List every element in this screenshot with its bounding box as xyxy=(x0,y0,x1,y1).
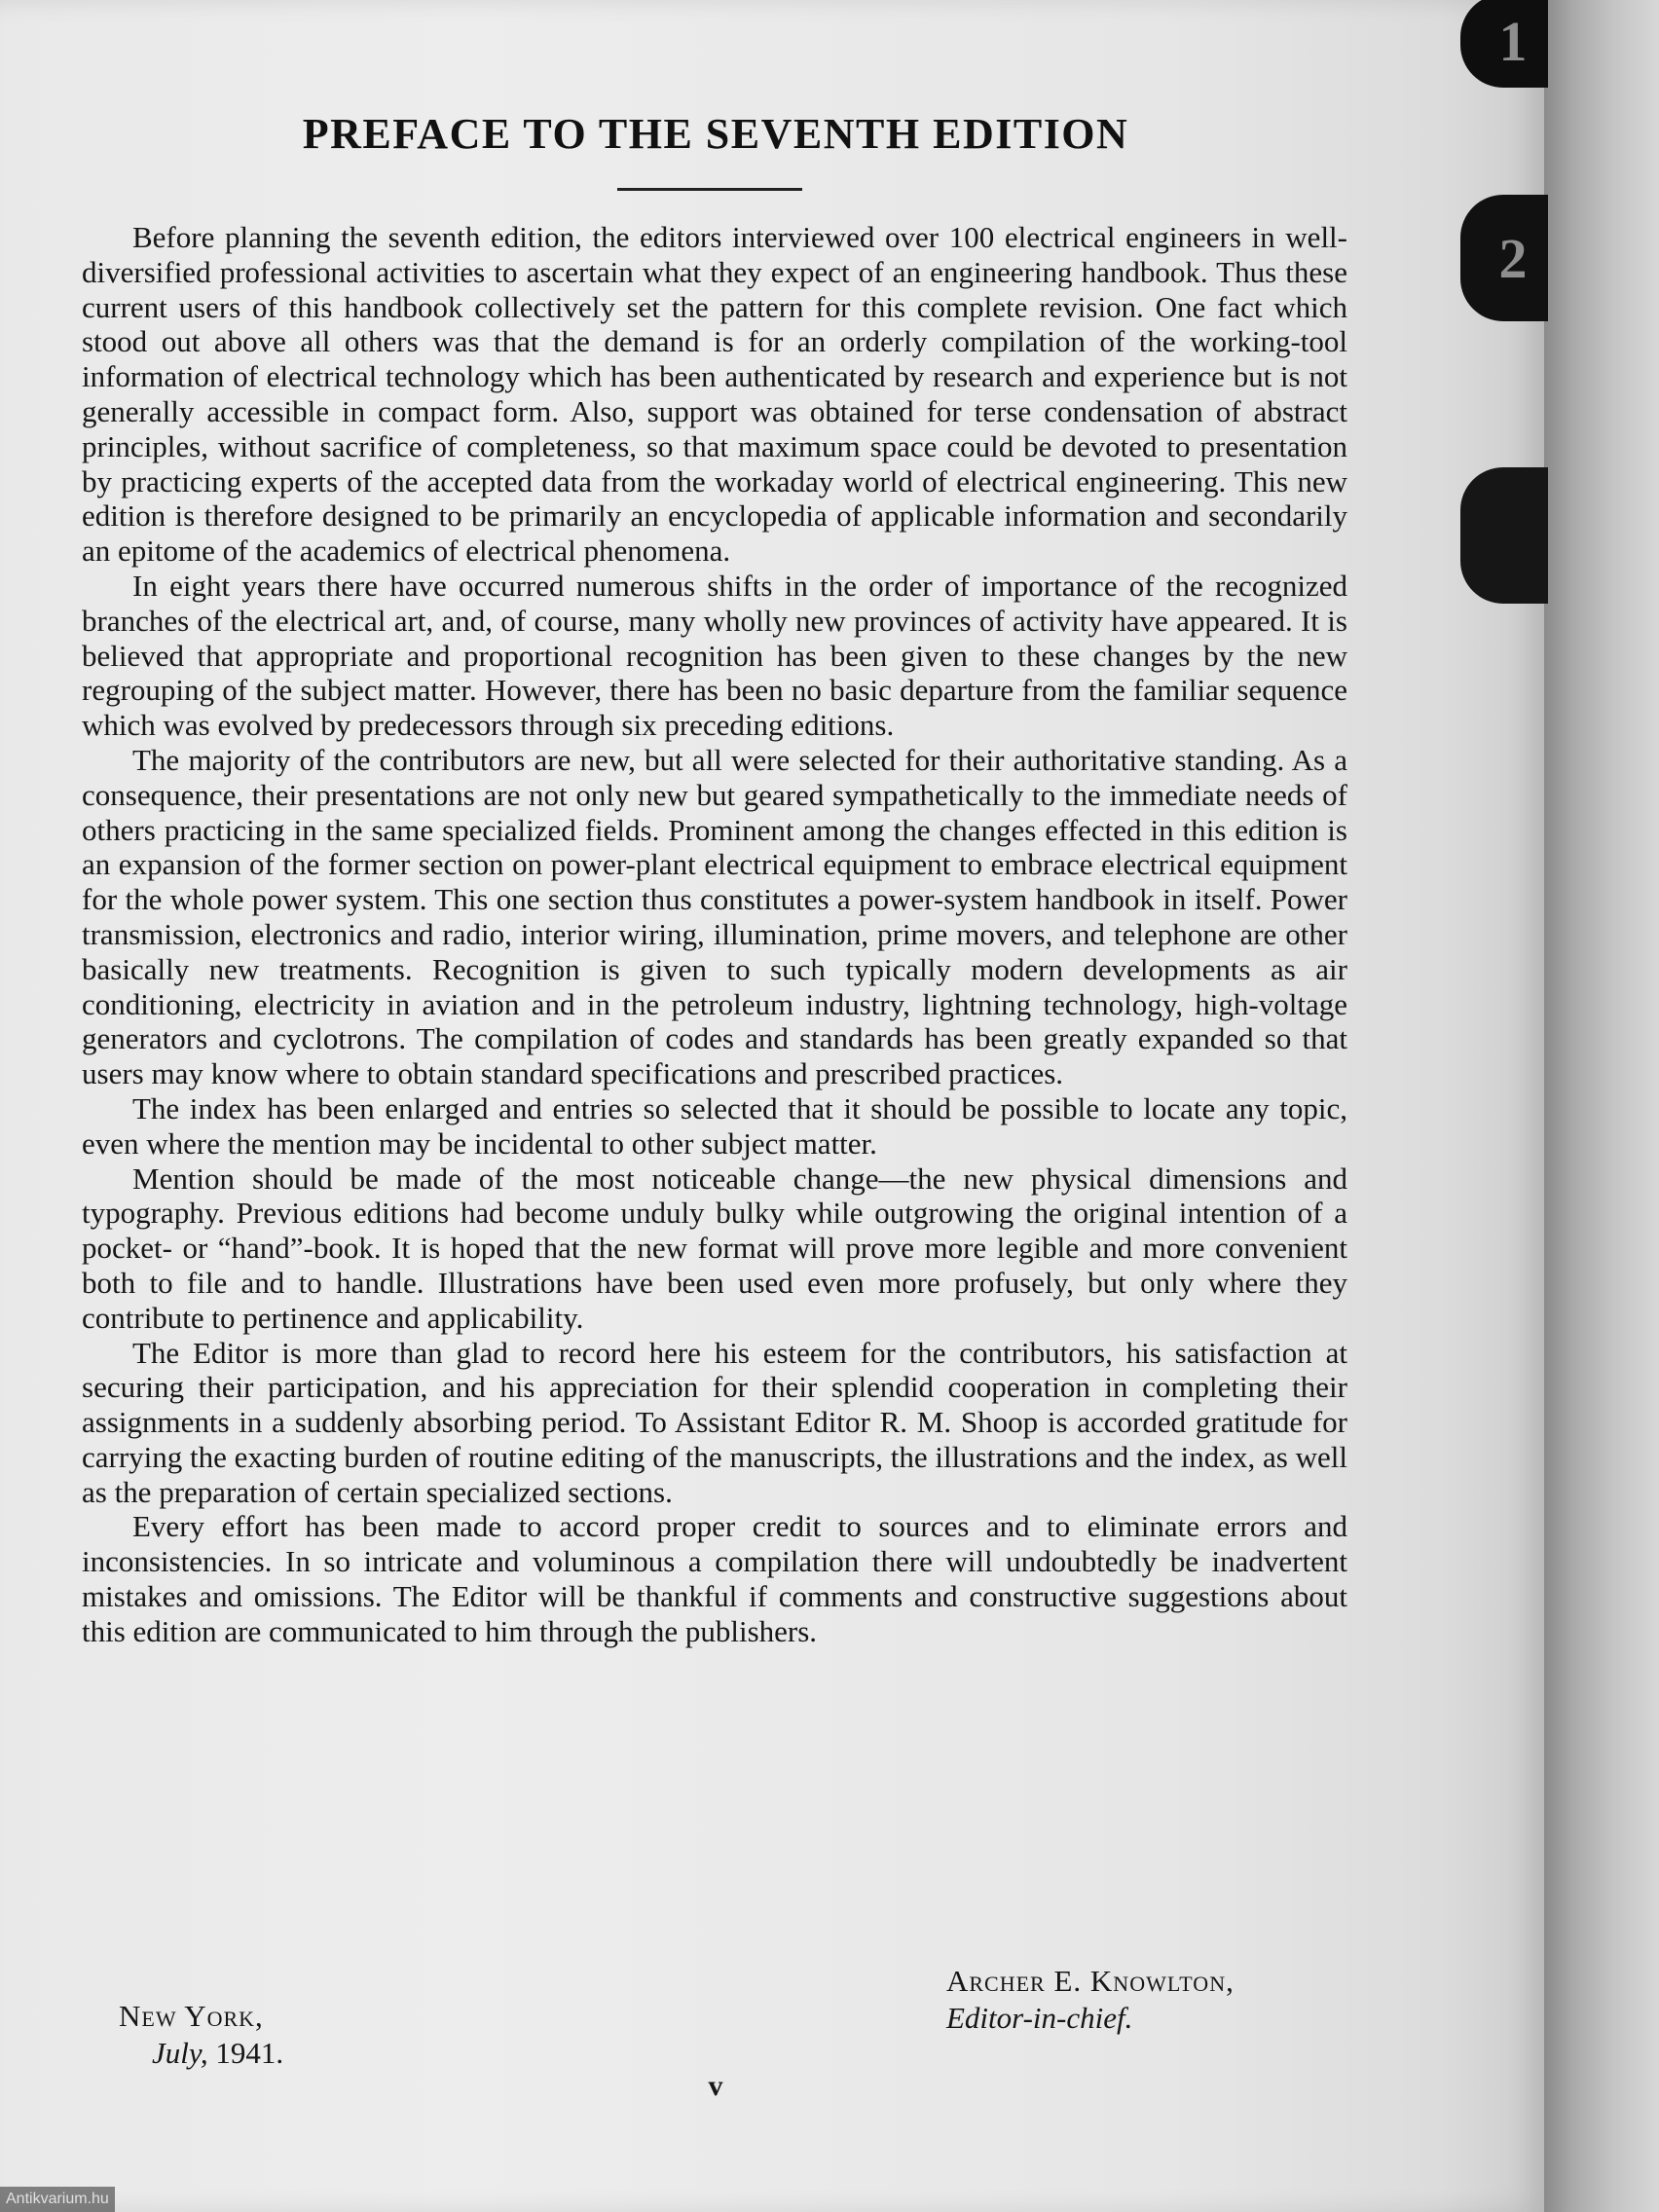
place-date-block xyxy=(119,1998,283,2072)
page-number: v xyxy=(708,2070,723,2102)
date-month: July, xyxy=(152,2036,208,2070)
paragraph: The index has been enlarged and entries so selected that it should be possible to locate any topic, even where the mention may be incidental to other subject matter. xyxy=(82,1090,1347,1161)
paragraph: Before planning the seventh edition, the editors interviewed over 100 electrical engineers in well-diversified professional activities to ascertain what they expect of an engineering handbook. Thus these current users of this handbook collectively set the pattern for this complete revision. One fact which stood out above all others was that the demand is for an orderly compilation of the working-tool information of electrical technology which has been authenticated by research and experience but is not generally accessible in compact form. Also, support was obtained for terse condensation of abstract principles, without sacrifice of completeness, so that maximum space could be devoted to presentation by practicing experts of the accepted data from the workaday world of electrical engineering. This new edition is therefore designed to be primarily an encyclopedia of applicable information and secondarily an epitome of the academics of electrical phenomena. xyxy=(82,220,1347,569)
paragraph: The majority of the contributors are new, but all were selected for their authoritative standing. As a consequence, their presentations are not only new but geared sympathetically to the immediate needs of others practicing in the same specialized fields. Prominent among the changes effected in this edition is an expansion of the former section on power-plant electrical equipment to embrace electrical equipment for the whole power system. This one section thus constitutes a power-system handbook in itself. Power transmission, electronics and radio, interior wiring, illumination, prime movers, and telephone are other basically new treatments. Recognition is given to such typically modern developments as air conditioning, electricity in aviation and in the petroleum industry, lightning technology, high-voltage generators and cyclotrons. The compilation of codes and standards has been greatly expanded so that users may know where to obtain standard specifications and prescribed practices. xyxy=(82,742,1347,1091)
thumb-tab-1-label: 1 xyxy=(1498,9,1528,73)
thumb-tab-3[interactable] xyxy=(1460,467,1548,604)
thumb-tab-2[interactable] xyxy=(1460,195,1548,321)
preface-body xyxy=(82,220,1347,1649)
title-rule xyxy=(617,188,802,191)
paragraph: Mention should be made of the most noticeable change—the new physical dimensions and typography. Previous editions had become unduly bulky while outgrowing the original intention of a pocket- or “hand”-book. It is hoped that the new format will prove more legible and more convenient both to file and to handle. Illustrations have been used even more profusely, but only where they contribute to pertinence and applicability. xyxy=(82,1161,1347,1335)
paragraph: The Editor is more than glad to record here his esteem for the contributors, his satisfaction at securing their participation, and his appreciation for their splendid cooperation in completing their assignments in a suddenly absorbing period. To Assistant Editor R. M. Shoop is accorded gratitude for carrying the exacting burden of routine editing of the manuscripts, the illustrations and the index, as well as the preparation of certain specialized sections. xyxy=(82,1335,1347,1509)
signature-name: Archer E. Knowlton, xyxy=(946,1964,1235,1998)
watermark: Antikvarium.hu xyxy=(0,2187,115,2212)
signature-role: Editor-in-chief. xyxy=(946,2001,1133,2035)
date-year: 1941. xyxy=(215,2036,284,2070)
place: New York, xyxy=(119,1999,264,2033)
signature-block xyxy=(946,1963,1235,2037)
thumb-tab-2-label: 2 xyxy=(1498,226,1528,290)
paragraph: In eight years there have occurred numerous shifts in the order of importance of the recognized branches of the electrical art, and, of course, many wholly new provinces of activity have appeared. It is believed that appropriate and proportional recognition has been given to these changes by the new regrouping of the subject matter. However, there has been no basic departure from the familiar sequence which was evolved by predecessors through six preceding editions. xyxy=(82,568,1347,743)
date xyxy=(119,2035,283,2072)
page-edge-shadow xyxy=(1544,0,1659,2212)
thumb-tab-1[interactable] xyxy=(1460,0,1548,88)
paragraph: Every effort has been made to accord proper credit to sources and to eliminate errors and inconsistencies. In so intricate and voluminous a compilation there will undoubtedly be inadvertent mistakes and omissions. The Editor will be thankful if comments and constructive suggestions about this edition are communicated to him through the publishers. xyxy=(82,1509,1347,1648)
page-title: PREFACE TO THE SEVENTH EDITION xyxy=(302,110,1129,158)
